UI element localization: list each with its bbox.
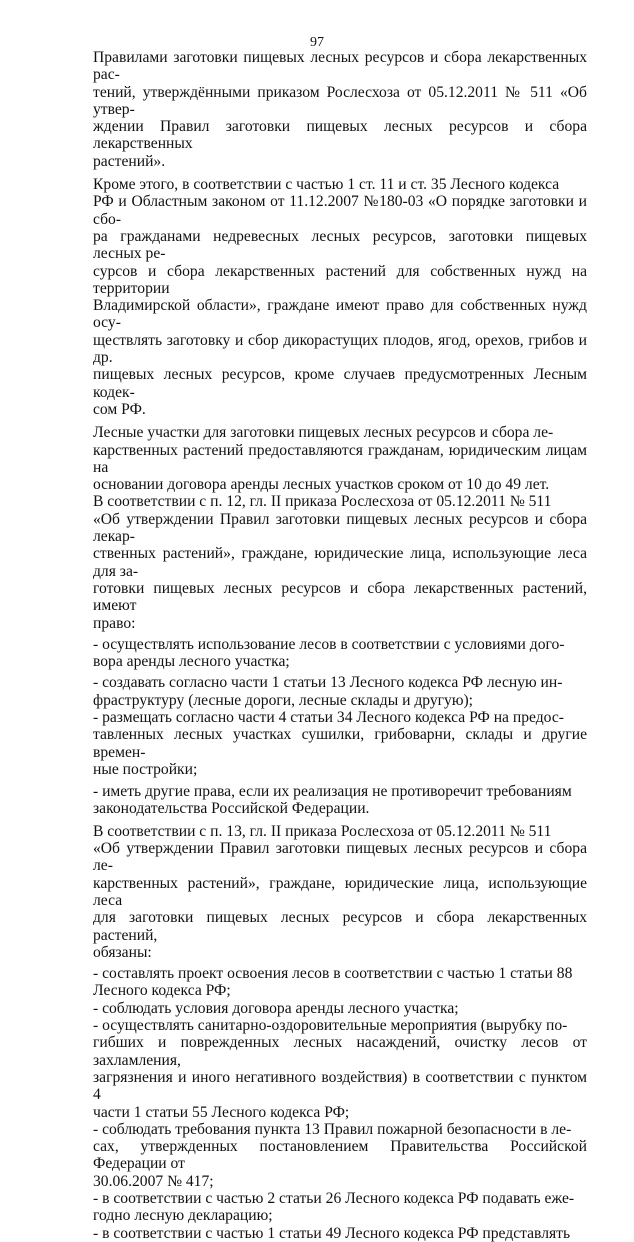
paragraph-forest-code-rights: Кроме этого, в соответствии с частью 1 ст. 11 и ст. 35 Лесного кодекса РФ и Областным законом от 11.12.2007 №180-03 «О порядке заготовки и сбо- ра гражданами недревесных лесных ресурсов, заготовки пищевых лесных ре- сурсов и сбора лекарственных растений для собственных нужд на территории Владимирской области», граждане имеют право для собственных нужд осу- ществлять заготовку и сбор дикорастущих плодов, ягод, орехов, грибов и др. пищевых лесных ресурсов, кроме случаев предусмотренных Лесным кодек- сом РФ.: [93, 176, 587, 418]
list-item-duty-project: - составлять проект освоения лесов в соответствии с частью 1 статьи 88 Лесного кодекса РФ;: [93, 965, 573, 1000]
document-body: [93, 49, 587, 1242]
page-number: 97: [310, 35, 324, 50]
paragraph-continuation: Правилами заготовки пищевых лесных ресурсов и сбора лекарственных рас- тений, утверждёнными приказом Рослесхоза от 05.12.2011 № 511 «Об утвер- ждении Правил заготовки пищевых лесных ресурсов и сбора лекарственных растений».: [93, 49, 587, 170]
paragraph-lease-terms: Лесные участки для заготовки пищевых лесных ресурсов и сбора ле- карственных растений предоставляются гражданам, юридическим лицам на основании договора аренды лесных участков сроком от 10 до 49 лет.: [93, 424, 587, 494]
list-item-duty-lease: - соблюдать условия договора аренды лесного участка;: [93, 999, 459, 1017]
list-item-duty-declaration: - в соответствии с частью 2 статьи 26 Лесного кодекса РФ подавать еже- годно лесную декларацию;: [93, 1190, 575, 1225]
list-item-duty-fire-safety: - соблюдать требования пункта 13 Правил пожарной безопасности в ле- сах, утвержденных постановлением Правительства Российской Федерации от 30.06.2007 № 417;: [93, 1120, 587, 1190]
list-item-right-use: - осуществлять использование лесов в соответствии с условиями дого- вора аренды лесного участка;: [93, 635, 565, 671]
list-item-right-infrastructure: - создавать согласно части 1 статьи 13 Лесного кодекса РФ лесную ин- фраструктуру (лесные дороги, лесные склады и другую);: [93, 674, 563, 709]
list-item-right-buildings: - размещать согласно части 4 статьи 34 Лесного кодекса РФ на предос- тавленных лесных участках сушилки, грибоварни, склады и другие времен- ные постройки;: [93, 708, 587, 778]
list-item-duty-sanitary: - осуществлять санитарно-оздоровительные мероприятия (вырубку по- гибших и поврежденных лесных насаждений, очистку лесов от захламления, загрязнения и иного негативного воздействия) в соответствии с пунктом 4 части 1 статьи 55 Лесного кодекса РФ;: [93, 1017, 587, 1121]
list-item-right-other: - иметь другие права, если их реализация не противоречит требованиям законодательства Российской Федерации.: [93, 783, 572, 818]
list-item-duty-report: - в соответствии с частью 1 статьи 49 Лесного кодекса РФ представлять: [93, 1224, 571, 1242]
paragraph-obligations-intro: В соответствии с п. 13, гл. II приказа Рослесхоза от 05.12.2011 № 511 «Об утверждении Правил заготовки пищевых лесных ресурсов и сбора ле- карственных растений», граждане, юридические лица, использующие леса для заготовки пищевых лесных ресурсов и сбора лекарственных растений, обязаны:: [93, 822, 587, 961]
paragraph-rights-intro: В соответствии с п. 12, гл. II приказа Рослесхоза от 05.12.2011 № 511 «Об утверждении Правил заготовки пищевых лесных ресурсов и сбора лекар- ственных растений», граждане, юридические лица, использующие леса для за- готовки пищевых лесных ресурсов и сбора лекарственных растений, имеют право:: [93, 493, 587, 632]
